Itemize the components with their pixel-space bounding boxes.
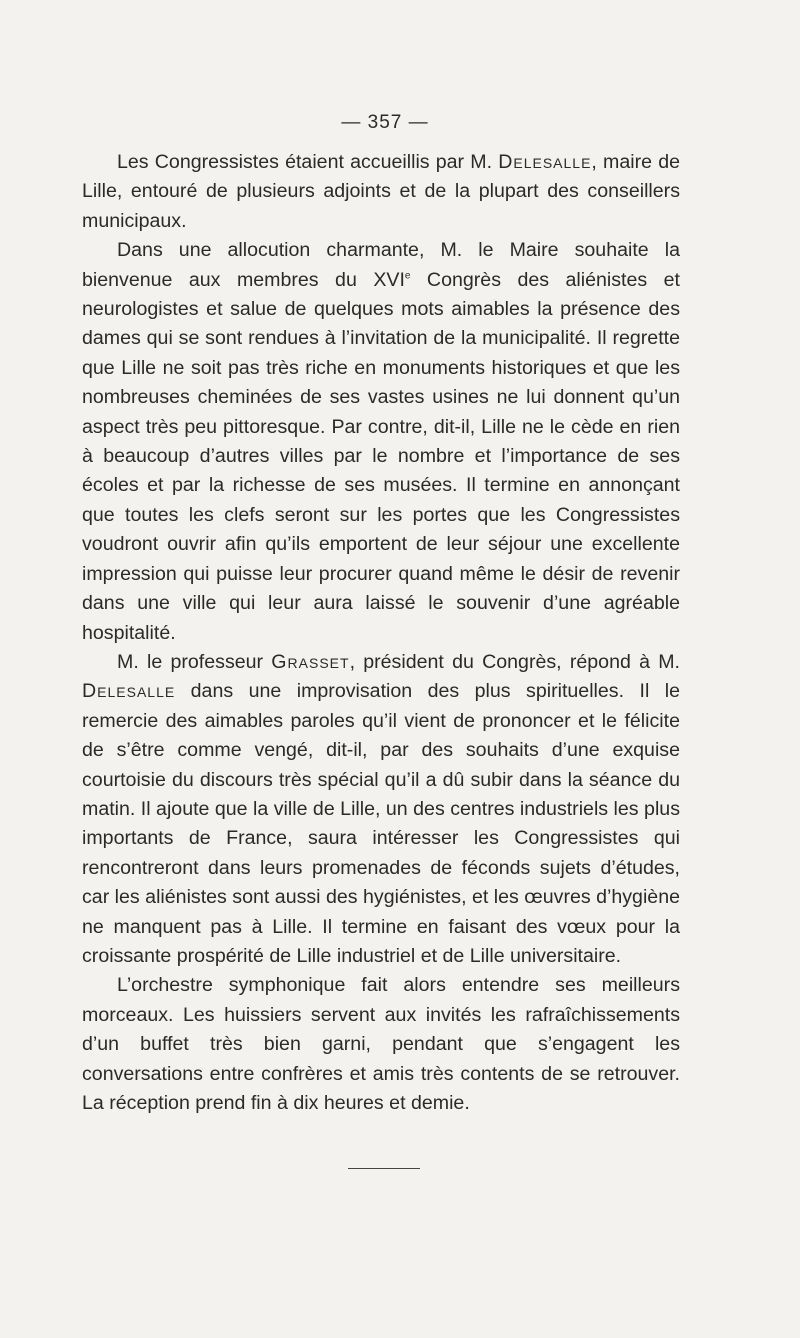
paragraph-3-pre: M. le professeur (117, 650, 272, 673)
paragraph-2-post: Congrès des aliénistes et neurologistes et salue de quelques mots aimables la présence des dames qui se sont rendues à l’invitation de la municipalité. Il regrette que Lille ne soit pas très riche en monuments historiques et que les nombreuses cheminées de ses vastes usines ne lui donnent qu’un aspect très peu pittoresque. Par contre, dit-il, Lille ne le cède en rien à beaucoup d’autres villes par le nombre et l’importance de ses écoles et par la richesse de ses musées. Il termine en annonçant que toutes les clefs seront sur les portes que les Congressistes voudront ouvrir afin qu’ils emportent de leur séjour une excellente impression qui puisse leur procurer quand même le désir de revenir dans une ville qui leur aura laissé le souvenir d’une agréable hospitalité. (82, 268, 680, 644)
name-delesalle-2: Delesalle (82, 680, 176, 703)
paragraph-2 (82, 236, 680, 648)
end-rule (348, 1168, 420, 1169)
paragraph-2-pre: Dans une allocution charmante, M. le Maire souhaite la bienvenue aux membres du XVI (82, 239, 680, 291)
paragraph-3 (82, 648, 680, 971)
paragraph-1-pre: Les Congressistes étaient accueillis par M. (117, 151, 499, 173)
body-text (82, 148, 680, 1118)
paragraph-1-post: , maire de Lille, entouré de plusieurs adjoints et de la plupart des conseillers municipaux. (82, 151, 680, 232)
paragraph-3-post: dans une improvisation des plus spirituelles. Il le remercie des aimables paroles qu’il vient de prononcer et le félicite de s’être comme vengé, dit-il, par des souhaits d’une exquise courtoisie du discours très spécial qu’il a dû subir dans la séance du matin. Il ajoute que la ville de Lille, un des centres industriels les plus importants de France, saura intéresser les Congressistes qui rencontreront dans leurs promenades de féconds sujets d’études, car les aliénistes sont aussi des hygiénistes, et les œuvres d’hygiène ne manquent pas à Lille. Il termine en faisant des vœux pour la croissante prospérité de Lille industriel et de Lille universitaire. (82, 680, 680, 967)
paragraph-4: L’orchestre symphonique fait alors entendre ses meilleurs morceaux. Les huissiers servent aux invités les rafraîchissements d’un buffet très bien garni, pendant que s’engagent les conversations entre confrères et amis très contents de se retrouver. La réception prend fin à dix heures et demie. (82, 974, 680, 1114)
page-number: — 357 — (341, 112, 429, 133)
name-delesalle: Delesalle (498, 151, 592, 173)
name-grasset: Grasset (271, 650, 350, 673)
paragraph-3-mid: , président du Congrès, répond à M. (349, 650, 680, 673)
paragraph-1 (82, 148, 680, 236)
ordinal-superscript: e (404, 270, 411, 282)
